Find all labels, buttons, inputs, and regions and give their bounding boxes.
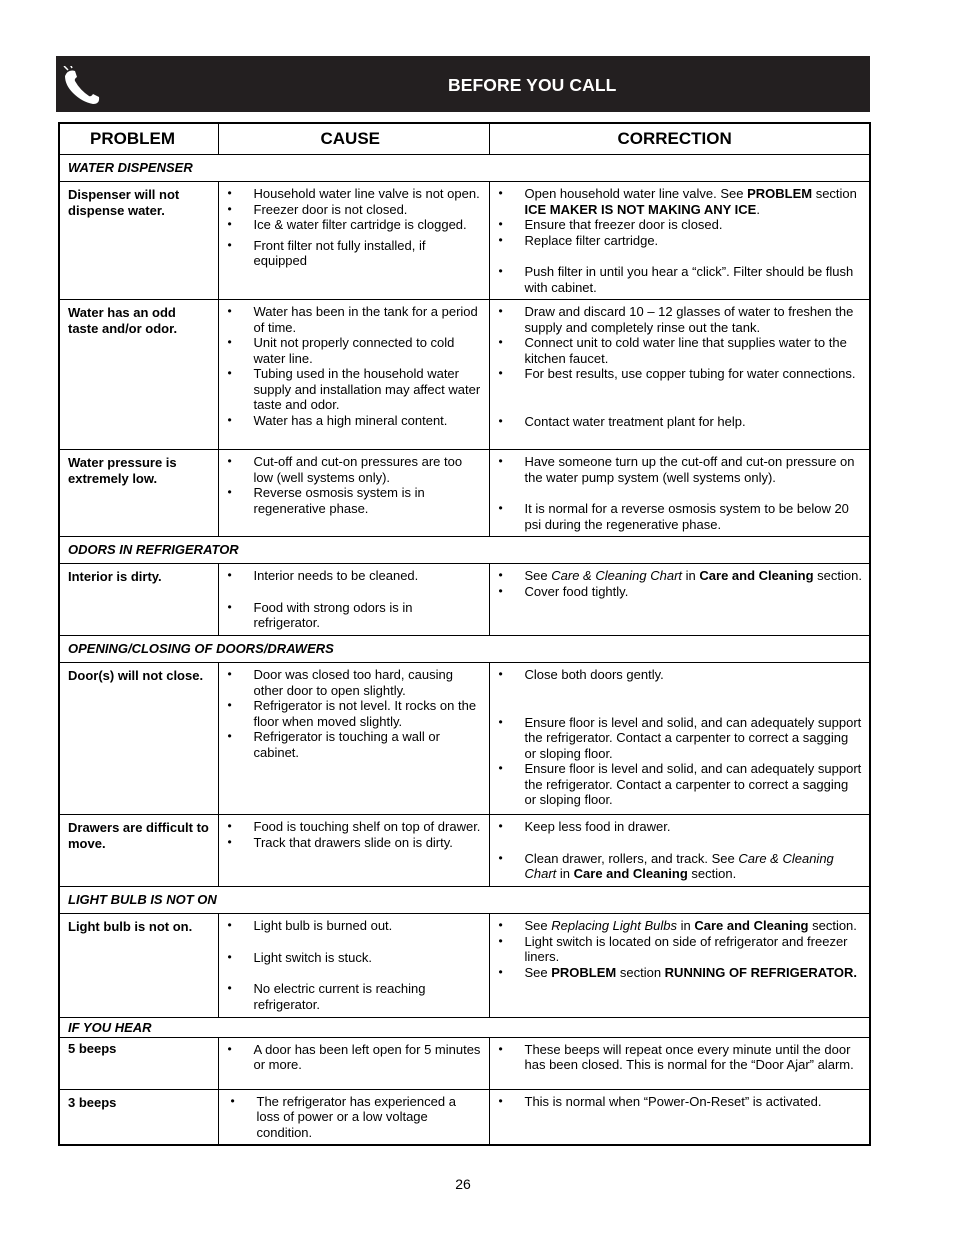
correction-cell — [489, 300, 870, 450]
problem-cell: Water pressure is extremely low. — [59, 450, 218, 537]
cause-item: • Refrigerator is not level. It rocks on the floor when moved slightly. — [227, 698, 483, 729]
section-light-bulb: LIGHT BULB IS NOT ON — [59, 887, 870, 914]
cause-cell — [218, 914, 489, 1018]
table-row — [59, 1089, 870, 1145]
section-doors-drawers: OPENING/CLOSING OF DOORS/DRAWERS — [59, 636, 870, 663]
correction-item: • See Care & Cleaning Chart in Care and Cleaning section. — [498, 568, 864, 584]
correction-item: • Replace filter cartridge. — [498, 233, 864, 249]
column-header-problem: PROBLEM — [59, 123, 218, 155]
section-row — [59, 155, 870, 182]
correction-item: • Light switch is located on side of refrigerator and freezer liners. — [498, 934, 864, 965]
correction-item: • Connect unit to cold water line that supplies water to the kitchen faucet. — [498, 335, 864, 366]
phone-handset-icon — [62, 66, 106, 106]
section-row — [59, 1018, 870, 1038]
correction-item: • Keep less food in drawer. — [498, 819, 864, 835]
correction-item: • For best results, use copper tubing for water connections. — [498, 366, 864, 382]
cause-item: • Interior needs to be cleaned. — [227, 568, 483, 584]
cause-item: • Water has a high mineral content. — [227, 413, 483, 429]
page-title: BEFORE YOU CALL — [448, 75, 617, 95]
problem-cell: Door(s) will not close. — [59, 663, 218, 815]
cause-item: • Reverse osmosis system is in regenerative phase. — [227, 485, 483, 516]
cause-item: • Light switch is stuck. — [227, 950, 483, 966]
column-header-cause: CAUSE — [218, 123, 489, 155]
problem-cell: Light bulb is not on. — [59, 914, 218, 1018]
correction-item: • Clean drawer, rollers, and track. See Care & Cleaning Chart in Care and Cleaning section. — [498, 851, 864, 882]
cause-cell — [218, 815, 489, 887]
problem-cell: Interior is dirty. — [59, 564, 218, 636]
cause-cell — [218, 182, 489, 300]
cause-cell — [218, 663, 489, 815]
correction-item: • Ensure floor is level and solid, and can adequately support the refrigerator. Contact a carpenter to correct a sagging or sloping floor. — [498, 761, 864, 808]
correction-item: • Open household water line valve. See PROBLEM section ICE MAKER IS NOT MAKING ANY ICE. — [498, 186, 864, 217]
table-row — [59, 564, 870, 636]
section-row — [59, 537, 870, 564]
cause-item: • No electric current is reaching refrigerator. — [227, 981, 483, 1012]
correction-item: • Draw and discard 10 – 12 glasses of water to freshen the supply and completely rinse out the tank. — [498, 304, 864, 335]
correction-item: • These beeps will repeat once every minute until the door has been closed. This is normal for the “Door Ajar” alarm. — [498, 1042, 864, 1073]
correction-cell — [489, 663, 870, 815]
correction-item: • Have someone turn up the cut-off and cut-on pressure on the water pump system (well systems only). — [498, 454, 864, 485]
cause-item: • Freezer door is not closed. — [227, 202, 483, 218]
cause-item: • Front filter not fully installed, if equipped — [227, 238, 483, 269]
correction-item: • It is normal for a reverse osmosis system to be below 20 psi during the regenerative phase. — [498, 501, 864, 532]
correction-item: • This is normal when “Power-On-Reset” is activated. — [498, 1094, 864, 1110]
column-header-correction: CORRECTION — [489, 123, 870, 155]
cause-item: • Door was closed too hard, causing other door to open slightly. — [227, 667, 483, 698]
correction-cell — [489, 182, 870, 300]
correction-cell — [489, 1037, 870, 1089]
problem-cell: Drawers are difficult to move. — [59, 815, 218, 887]
correction-cell — [489, 564, 870, 636]
correction-item: • See PROBLEM section RUNNING OF REFRIGERATOR. — [498, 965, 864, 981]
table-row — [59, 1037, 870, 1089]
section-water-dispenser: WATER DISPENSER — [59, 155, 870, 182]
cause-item: • Food is touching shelf on top of drawer. — [227, 819, 483, 835]
header-banner — [56, 56, 870, 112]
section-if-you-hear: IF YOU HEAR — [59, 1018, 870, 1038]
cause-cell — [218, 300, 489, 450]
table-row — [59, 450, 870, 537]
section-odors: ODORS IN REFRIGERATOR — [59, 537, 870, 564]
correction-item: • Ensure floor is level and solid, and can adequately support the refrigerator. Contact a carpenter to correct a sagging or sloping floor. — [498, 715, 864, 762]
cause-item: • Tubing used in the household water supply and installation may affect water taste and odor. — [227, 366, 483, 413]
correction-cell — [489, 1089, 870, 1145]
cause-item: • Light bulb is burned out. — [227, 918, 483, 934]
cause-item: • The refrigerator has experienced a loss of power or a low voltage condition. — [230, 1094, 483, 1141]
section-row — [59, 887, 870, 914]
correction-item: • See Replacing Light Bulbs in Care and Cleaning section. — [498, 918, 864, 934]
cause-item: • Food with strong odors is in refrigerator. — [227, 600, 483, 631]
table-row — [59, 663, 870, 815]
table-row — [59, 815, 870, 887]
correction-item: • Push filter in until you hear a “click”. Filter should be flush with cabinet. — [498, 264, 864, 295]
correction-item: • Ensure that freezer door is closed. — [498, 217, 864, 233]
page-number: 26 — [455, 1176, 471, 1192]
cause-cell — [218, 1089, 489, 1145]
table-row — [59, 914, 870, 1018]
cause-cell — [218, 564, 489, 636]
cause-item: • Cut-off and cut-on pressures are too low (well systems only). — [227, 454, 483, 485]
correction-item: • Close both doors gently. — [498, 667, 864, 683]
table-header-row — [59, 123, 870, 155]
problem-cell: 5 beeps — [59, 1037, 218, 1089]
correction-item: • Contact water treatment plant for help. — [498, 414, 864, 430]
correction-item: • Cover food tightly. — [498, 584, 864, 600]
problem-cell: Dispenser will not dispense water. — [59, 182, 218, 300]
correction-cell — [489, 815, 870, 887]
cause-item: • Ice & water filter cartridge is clogged. — [227, 217, 483, 233]
correction-cell — [489, 914, 870, 1018]
cause-item: • Track that drawers slide on is dirty. — [227, 835, 483, 851]
cause-item: • A door has been left open for 5 minutes or more. — [227, 1042, 483, 1073]
cause-item: • Unit not properly connected to cold water line. — [227, 335, 483, 366]
table-row — [59, 300, 870, 450]
table-row — [59, 182, 870, 300]
problem-cell: 3 beeps — [59, 1089, 218, 1145]
cause-item: • Household water line valve is not open. — [227, 186, 483, 202]
troubleshooting-table — [58, 122, 871, 1146]
cause-cell — [218, 450, 489, 537]
problem-cell: Water has an odd taste and/or odor. — [59, 300, 218, 450]
cause-cell — [218, 1037, 489, 1089]
correction-cell — [489, 450, 870, 537]
cause-item: • Refrigerator is touching a wall or cabinet. — [227, 729, 483, 760]
section-row — [59, 636, 870, 663]
cause-item: • Water has been in the tank for a period of time. — [227, 304, 483, 335]
